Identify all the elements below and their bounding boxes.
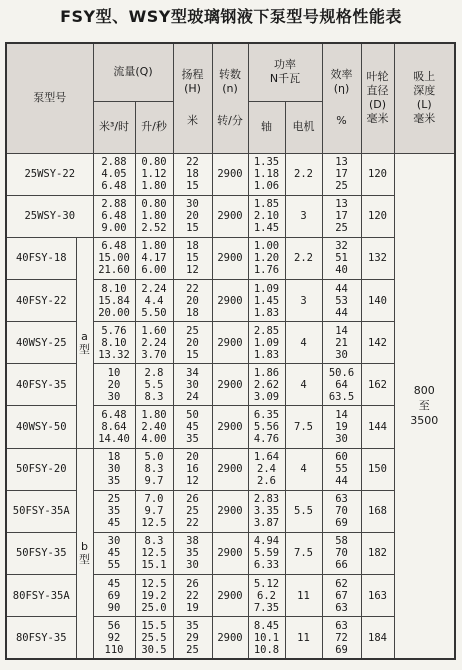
cell-head: 35 29 25 <box>173 617 212 659</box>
cell-flow-ls: 5.0 8.3 9.7 <box>135 448 173 490</box>
header-efficiency: 效率 (η) % <box>322 43 361 153</box>
cell-model: 50FSY-20 <box>6 448 76 490</box>
cell-model: 40FSY-18 <box>6 237 76 279</box>
header-suction: 吸上 深度 (L) 毫米 <box>394 43 455 153</box>
cell-model: 50FSY-35 <box>6 532 76 574</box>
header-impeller: 叶轮 直径 (D) 毫米 <box>361 43 394 153</box>
cell-shaft-power: 2.85 1.09 1.83 <box>248 322 285 364</box>
cell-speed: 2900 <box>212 617 248 659</box>
table-row <box>6 406 455 448</box>
cell-head: 26 25 22 <box>173 490 212 532</box>
cell-speed: 2900 <box>212 279 248 321</box>
cell-motor-power: 2.2 <box>285 153 322 195</box>
cell-impeller-diameter: 142 <box>361 322 394 364</box>
cell-flow-m3h: 18 30 35 <box>93 448 135 490</box>
cell-impeller-diameter: 120 <box>361 153 394 195</box>
cell-flow-ls: 7.0 9.7 12.5 <box>135 490 173 532</box>
cell-efficiency: 60 55 44 <box>322 448 361 490</box>
cell-impeller-diameter: 132 <box>361 237 394 279</box>
cell-head: 30 20 15 <box>173 195 212 237</box>
cell-flow-ls: 8.3 12.5 15.1 <box>135 532 173 574</box>
cell-model: 25WSY-22 <box>6 153 93 195</box>
cell-model: 40FSY-22 <box>6 279 76 321</box>
suction-depth: 800 至 3500 <box>394 153 455 659</box>
cell-flow-ls: 1.80 4.17 6.00 <box>135 237 173 279</box>
cell-impeller-diameter: 140 <box>361 279 394 321</box>
cell-impeller-diameter: 120 <box>361 195 394 237</box>
cell-head: 38 35 30 <box>173 532 212 574</box>
cell-impeller-diameter: 163 <box>361 575 394 617</box>
cell-model: 40WSY-25 <box>6 322 76 364</box>
cell-efficiency: 44 53 44 <box>322 279 361 321</box>
cell-flow-ls: 2.24 4.4 5.50 <box>135 279 173 321</box>
cell-efficiency: 14 19 30 <box>322 406 361 448</box>
cell-flow-ls: 12.5 19.2 25.0 <box>135 575 173 617</box>
cell-model: 80FSY-35 <box>6 617 76 659</box>
table-body <box>6 153 455 659</box>
cell-motor-power: 4 <box>285 364 322 406</box>
cell-speed: 2900 <box>212 237 248 279</box>
cell-head: 22 20 18 <box>173 279 212 321</box>
cell-shaft-power: 2.83 3.35 3.87 <box>248 490 285 532</box>
cell-head: 26 22 19 <box>173 575 212 617</box>
cell-impeller-diameter: 144 <box>361 406 394 448</box>
header-flow-m3h: 米³/时 <box>93 101 135 153</box>
table-header <box>6 43 455 153</box>
cell-impeller-diameter: 162 <box>361 364 394 406</box>
cell-speed: 2900 <box>212 490 248 532</box>
cell-flow-m3h: 6.48 8.64 14.40 <box>93 406 135 448</box>
cell-head: 50 45 35 <box>173 406 212 448</box>
cell-shaft-power: 6.35 5.56 4.76 <box>248 406 285 448</box>
cell-efficiency: 58 70 66 <box>322 532 361 574</box>
header-flow: 流量(Q) <box>93 43 173 101</box>
cell-head: 34 30 24 <box>173 364 212 406</box>
cell-impeller-diameter: 150 <box>361 448 394 490</box>
header-power: 功率 N千瓦 <box>248 43 322 101</box>
type-b-label: b 型 <box>76 448 93 659</box>
cell-head: 25 20 15 <box>173 322 212 364</box>
cell-head: 20 16 12 <box>173 448 212 490</box>
cell-speed: 2900 <box>212 153 248 195</box>
spec-table <box>5 42 456 660</box>
cell-model: 25WSY-30 <box>6 195 93 237</box>
table-row <box>6 195 455 237</box>
cell-motor-power: 11 <box>285 575 322 617</box>
cell-motor-power: 4 <box>285 322 322 364</box>
cell-flow-m3h: 8.10 15.84 20.00 <box>93 279 135 321</box>
cell-efficiency: 13 17 25 <box>322 153 361 195</box>
cell-flow-ls: 1.60 2.24 3.70 <box>135 322 173 364</box>
cell-flow-m3h: 25 35 45 <box>93 490 135 532</box>
cell-efficiency: 50.6 64 63.5 <box>322 364 361 406</box>
cell-impeller-diameter: 168 <box>361 490 394 532</box>
table-row <box>6 617 455 659</box>
cell-efficiency: 62 67 63 <box>322 575 361 617</box>
cell-impeller-diameter: 182 <box>361 532 394 574</box>
cell-shaft-power: 4.94 5.59 6.33 <box>248 532 285 574</box>
document-title: FSY型、WSY型玻璃钢液下泵型号规格性能表 <box>60 7 402 26</box>
cell-motor-power: 3 <box>285 195 322 237</box>
cell-motor-power: 4 <box>285 448 322 490</box>
cell-flow-m3h: 2.88 4.05 6.48 <box>93 153 135 195</box>
header-model: 泵型号 <box>6 43 93 153</box>
cell-efficiency: 14 21 30 <box>322 322 361 364</box>
cell-head: 18 15 12 <box>173 237 212 279</box>
header-flow-ls: 升/秒 <box>135 101 173 153</box>
table-row <box>6 532 455 574</box>
table-row <box>6 490 455 532</box>
cell-shaft-power: 1.09 1.45 1.83 <box>248 279 285 321</box>
cell-flow-ls: 2.8 5.5 8.3 <box>135 364 173 406</box>
cell-flow-m3h: 2.88 6.48 9.00 <box>93 195 135 237</box>
cell-flow-m3h: 6.48 15.00 21.60 <box>93 237 135 279</box>
cell-speed: 2900 <box>212 195 248 237</box>
table-row <box>6 364 455 406</box>
cell-motor-power: 7.5 <box>285 532 322 574</box>
table-row <box>6 279 455 321</box>
cell-speed: 2900 <box>212 322 248 364</box>
cell-flow-ls: 0.80 1.80 2.52 <box>135 195 173 237</box>
cell-motor-power: 11 <box>285 617 322 659</box>
table-row <box>6 322 455 364</box>
cell-motor-power: 3 <box>285 279 322 321</box>
cell-impeller-diameter: 184 <box>361 617 394 659</box>
cell-speed: 2900 <box>212 575 248 617</box>
table-row <box>6 448 455 490</box>
table-row <box>6 237 455 279</box>
cell-speed: 2900 <box>212 406 248 448</box>
cell-shaft-power: 1.85 2.10 1.45 <box>248 195 285 237</box>
cell-motor-power: 5.5 <box>285 490 322 532</box>
table-row <box>6 153 455 195</box>
cell-motor-power: 7.5 <box>285 406 322 448</box>
cell-model: 40WSY-50 <box>6 406 76 448</box>
cell-speed: 2900 <box>212 448 248 490</box>
cell-shaft-power: 1.64 2.4 2.6 <box>248 448 285 490</box>
type-a-label: a 型 <box>76 237 93 448</box>
cell-flow-m3h: 45 69 90 <box>93 575 135 617</box>
cell-flow-m3h: 56 92 110 <box>93 617 135 659</box>
header-motor: 电机 <box>285 101 322 153</box>
cell-shaft-power: 1.86 2.62 3.09 <box>248 364 285 406</box>
cell-speed: 2900 <box>212 364 248 406</box>
cell-efficiency: 32 51 40 <box>322 237 361 279</box>
cell-efficiency: 63 72 69 <box>322 617 361 659</box>
header-shaft: 轴 <box>248 101 285 153</box>
cell-shaft-power: 8.45 10.1 10.8 <box>248 617 285 659</box>
cell-efficiency: 63 70 69 <box>322 490 361 532</box>
cell-flow-ls: 0.80 1.12 1.80 <box>135 153 173 195</box>
cell-efficiency: 13 17 25 <box>322 195 361 237</box>
cell-head: 22 18 15 <box>173 153 212 195</box>
cell-shaft-power: 5.12 6.2 7.35 <box>248 575 285 617</box>
cell-flow-m3h: 10 20 30 <box>93 364 135 406</box>
cell-shaft-power: 1.35 1.18 1.06 <box>248 153 285 195</box>
cell-speed: 2900 <box>212 532 248 574</box>
cell-flow-m3h: 5.76 8.10 13.32 <box>93 322 135 364</box>
cell-flow-ls: 1.80 2.40 4.00 <box>135 406 173 448</box>
header-head: 扬程 (H) 米 <box>173 43 212 153</box>
cell-shaft-power: 1.00 1.20 1.76 <box>248 237 285 279</box>
header-speed: 转数 (n) 转/分 <box>212 43 248 153</box>
cell-model: 40FSY-35 <box>6 364 76 406</box>
cell-flow-m3h: 30 45 55 <box>93 532 135 574</box>
cell-model: 50FSY-35A <box>6 490 76 532</box>
cell-motor-power: 2.2 <box>285 237 322 279</box>
cell-flow-ls: 15.5 25.5 30.5 <box>135 617 173 659</box>
table-row <box>6 575 455 617</box>
cell-model: 80FSY-35A <box>6 575 76 617</box>
